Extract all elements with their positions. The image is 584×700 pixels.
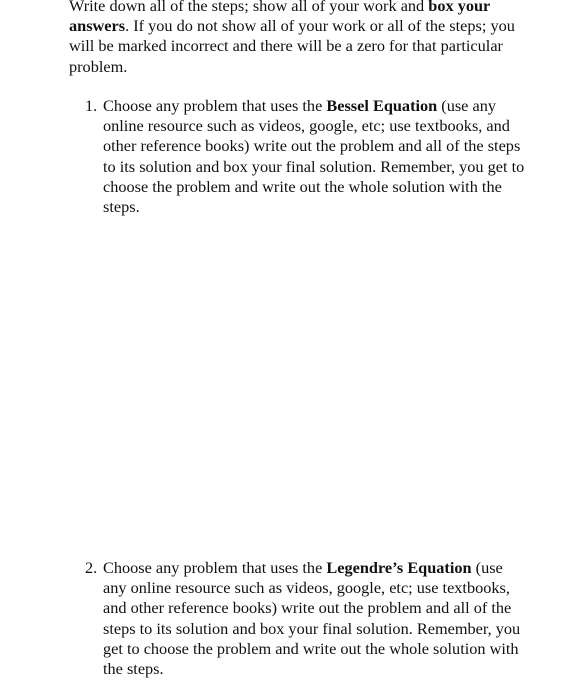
question-2-text-start: Choose any problem that uses the xyxy=(103,558,327,577)
instructions-text-start: Write down all of the steps; show all of your work and xyxy=(69,0,429,15)
question-2-equation-name: Legendre’s Equation xyxy=(326,558,472,577)
instructions-text-end: . If you do not show all of your work or all of the steps; you will be marked incorrect and there will be a zero for that particular problem. xyxy=(69,16,515,76)
question-2-number: 2. xyxy=(85,558,98,577)
question-2-text xyxy=(103,558,525,679)
instructions-emphasis: box your answers xyxy=(69,0,490,36)
question-1-text xyxy=(103,96,525,217)
question-1-number: 1. xyxy=(85,96,98,115)
question-1-text-start: Choose any problem that uses the xyxy=(103,96,327,115)
question-1-equation-name: Bessel Equation xyxy=(326,96,438,115)
question-1-text-end: (use any online resource such as videos, google, etc; use textbooks, and other reference books) write out the problem and all of the steps to its solution and box your final solution. Remember, you get to choose the problem and write out the whole solution with the steps. xyxy=(103,96,525,217)
question-2-text-end: (use any online resource such as videos, google, etc; use textbooks, and other reference books) write out the problem and all of the steps to its solution and box your final solution. Remember, you get to choose the problem and write out the whole solution with the steps. xyxy=(103,558,521,679)
question-1 xyxy=(85,96,525,217)
question-2 xyxy=(85,558,525,679)
instructions-paragraph xyxy=(69,0,531,77)
